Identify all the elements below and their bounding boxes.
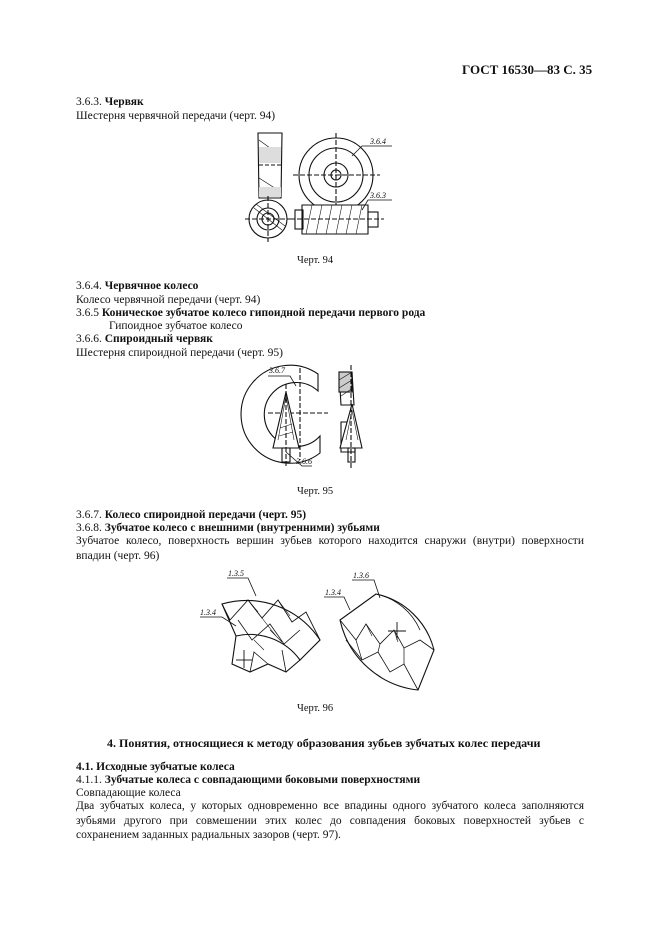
item-number: 3.6.8. bbox=[76, 522, 102, 534]
figure-95-caption: Черт. 95 bbox=[297, 486, 334, 497]
item-number: 3.6.3. bbox=[76, 96, 102, 108]
item-number: 4.1. bbox=[76, 761, 94, 773]
item-number: 3.6.5 bbox=[76, 307, 99, 319]
figure-96-label-1-3-6: 1.3.6 bbox=[353, 571, 369, 580]
figure-96-label-1-3-5: 1.3.5 bbox=[228, 569, 244, 578]
item-3-6-8-definition: Зубчатое колесо, поверхность вершин зубьев которого находится снаружи (внутри) поверхности впадин (черт. 96) bbox=[76, 535, 584, 562]
figure-96-caption: Черт. 96 bbox=[297, 703, 334, 714]
item-title: Червячное колесо bbox=[104, 280, 199, 292]
page-header: ГОСТ 16530—83 С. 35 bbox=[462, 62, 593, 77]
item-title: Червяк bbox=[104, 96, 144, 108]
item-4-1-1-term: Совпадающие колеса bbox=[76, 787, 181, 799]
figure-95-label-3-6-6: 3.6.6 bbox=[296, 457, 312, 466]
item-3-6-3-definition: Шестерня червячной передачи (черт. 94) bbox=[76, 110, 276, 122]
figure-96-label-1-3-4-right: 1.3.4 bbox=[325, 588, 341, 597]
item-title: Зубчатые колеса с совпадающими боковыми поверхностями bbox=[104, 774, 421, 786]
item-title: Спироидный червяк bbox=[104, 333, 213, 345]
figure-94-label-3-6-4: 3.6.4 bbox=[370, 137, 386, 146]
item-number: 3.6.6. bbox=[76, 333, 102, 345]
item-number: 3.6.7. bbox=[76, 509, 102, 521]
figure-94-label-3-6-3: 3.6.3 bbox=[370, 191, 386, 200]
figure-94-caption: Черт. 94 bbox=[297, 255, 334, 266]
figure-96-label-1-3-4-left: 1.3.4 bbox=[200, 608, 216, 617]
item-4-1-heading bbox=[76, 760, 235, 774]
item-title: Коническое зубчатое колесо гипоидной передачи первого рода bbox=[101, 307, 426, 319]
item-number: 3.6.4. bbox=[76, 280, 102, 292]
item-title: Колесо спироидной передачи (черт. 95) bbox=[104, 509, 307, 521]
item-3-6-4-definition: Колесо червячной передачи (черт. 94) bbox=[76, 294, 261, 306]
item-title: Исходные зубчатые колеса bbox=[96, 761, 235, 773]
figure-95-label-3-6-7: 3.6.7 bbox=[269, 366, 285, 375]
item-number: 4.1.1. bbox=[76, 774, 102, 786]
item-title: Зубчатое колесо с внешними (внутренними) зубьями bbox=[104, 522, 380, 534]
item-4-1-1-heading bbox=[76, 773, 420, 787]
item-4-1-1-definition: Два зубчатых колеса, у которых одновременно все впадины одного зубчатого колеса заполняются зубьями другого при совмешении этих колес до совпадения боковых поверхностей зубьев с сохранением заданных радиальных зазоров (черт. 97). bbox=[76, 800, 584, 841]
item-3-6-5-definition: Гипоидное зубчатое колесо bbox=[109, 320, 243, 332]
item-3-6-6-definition: Шестерня спироидной передачи (черт. 95) bbox=[76, 347, 283, 359]
section-4-title: 4. Понятия, относящиеся к методу образования зубьев зубчатых колес передачи bbox=[107, 736, 541, 750]
